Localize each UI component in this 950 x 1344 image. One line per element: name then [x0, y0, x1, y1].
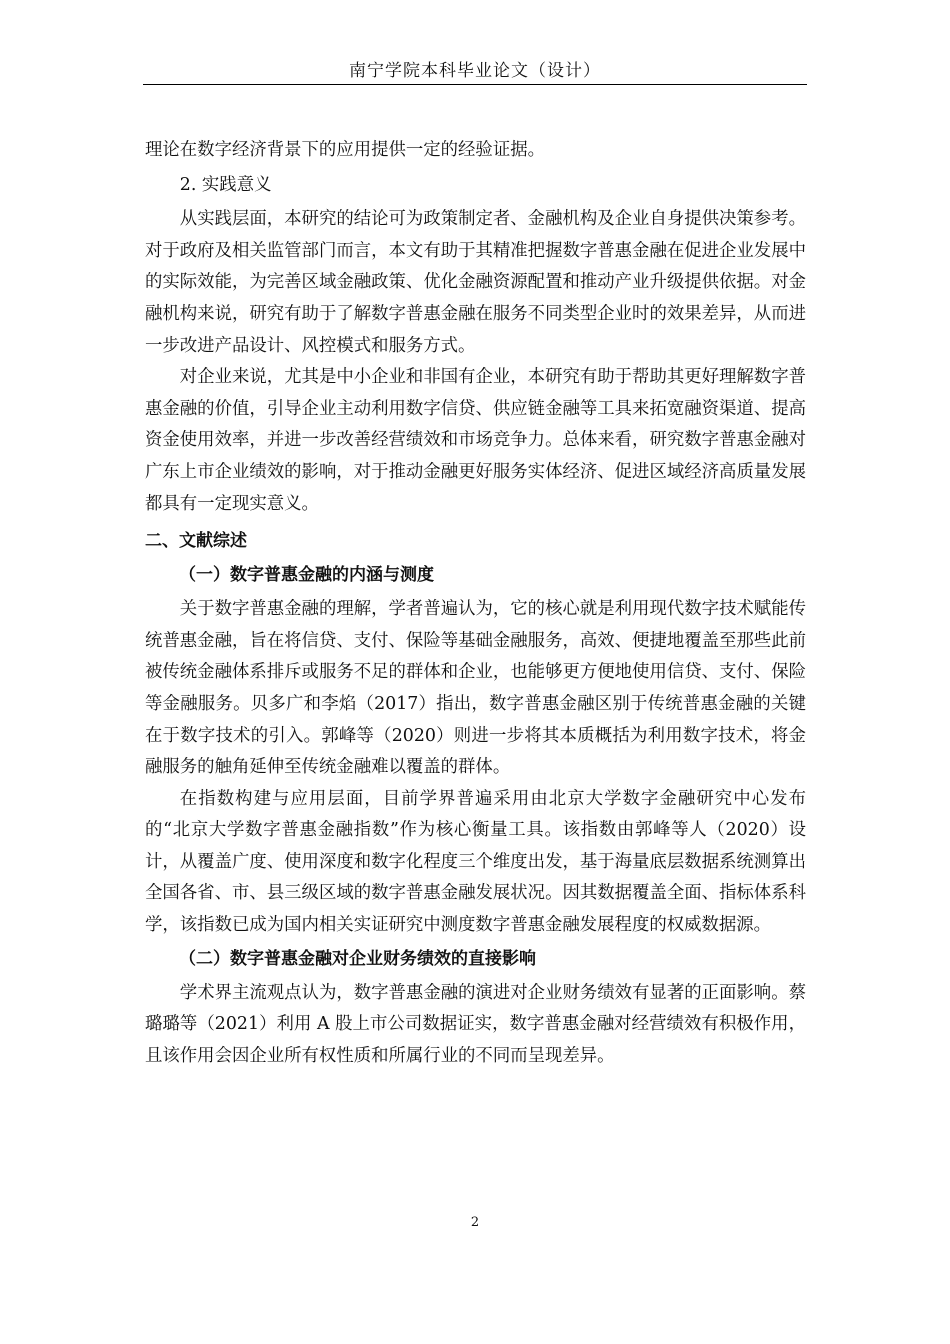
paragraph-direct-impact: 学术界主流观点认为，数字普惠金融的演进对企业财务绩效有显著的正面影响。蔡璐璐等（2021）利用 A 股上市公司数据证实，数字普惠金融对经营绩效有积极作用，且该作用会因企业所有权性质和所属行业的不同而呈现差异。	[145, 982, 806, 1066]
page-body	[145, 135, 806, 1072]
paragraph-practical-1: 从实践层面，本研究的结论可为政策制定者、金融机构及企业自身提供决策参考。对于政府及相关监管部门而言，本文有助于其精准把握数字普惠金融在促进企业发展中的实际效能，为完善区域金融政策、优化金融资源配置和推动产业升级提供依据。对金融机构来说，研究有助于了解数字普惠金融在服务不同类型企业时的效果差异，从而进一步改进产品设计、风控模式和服务方式。	[145, 209, 806, 356]
subheading-practical-significance: 2. 实践意义	[179, 174, 272, 195]
paragraph-definition: 关于数字普惠金融的理解，学者普遍认为，它的核心就是利用现代数字技术赋能传统普惠金融，旨在将信贷、支付、保险等基础金融服务，高效、便捷地覆盖至那些此前被传统金融体系排斥或服务不足的群体和企业，也能够更方便地使用信贷、支付、保险等金融服务。贝多广和李焰（2017）指出，数字普惠金融区别于传统普惠金融的关键在于数字技术的引入。郭峰等（2020）则进一步将其本质概括为利用数字技术，将金融服务的触角延伸至传统金融难以覆盖的群体。	[145, 599, 806, 778]
paragraph-practical-2: 对企业来说，尤其是中小企业和非国有企业，本研究有助于帮助其更好理解数字普惠金融的价值，引导企业主动利用数字信贷、供应链金融等工具来拓宽融资渠道、提高资金使用效率，并进一步改善经营绩效和市场竞争力。总体来看，研究数字普惠金融对广东上市企业绩效的影响，对于推动金融更好服务实体经济、促进区域经济高质量发展都具有一定现实意义。	[145, 367, 806, 514]
running-header: 南宁学院本科毕业论文（设计）	[349, 61, 601, 81]
section-heading-literature-review: 二、文献综述	[145, 531, 247, 552]
subsection-heading-1: （一）数字普惠金融的内涵与测度	[179, 565, 434, 586]
paragraph-index: 在指数构建与应用层面，目前学界普遍采用由北京大学数字金融研究中心发布的“北京大学数字普惠金融指数”作为核心衡量工具。该指数由郭峰等人（2020）设计，从覆盖广度、使用深度和数字化程度三个维度出发，基于海量底层数据系统测算出全国各省、市、县三级区域的数字普惠金融发展状况。因其数据覆盖全面、指标体系科学，该指数已成为国内相关实证研究中测度数字普惠金融发展程度的权威数据源。	[145, 788, 806, 936]
page-number: 2	[470, 1215, 480, 1230]
header-rule	[143, 84, 807, 85]
paragraph-continuation: 理论在数字经济背景下的应用提供一定的经验证据。	[145, 140, 545, 160]
subsection-heading-2: （二）数字普惠金融对企业财务绩效的直接影响	[179, 948, 536, 969]
